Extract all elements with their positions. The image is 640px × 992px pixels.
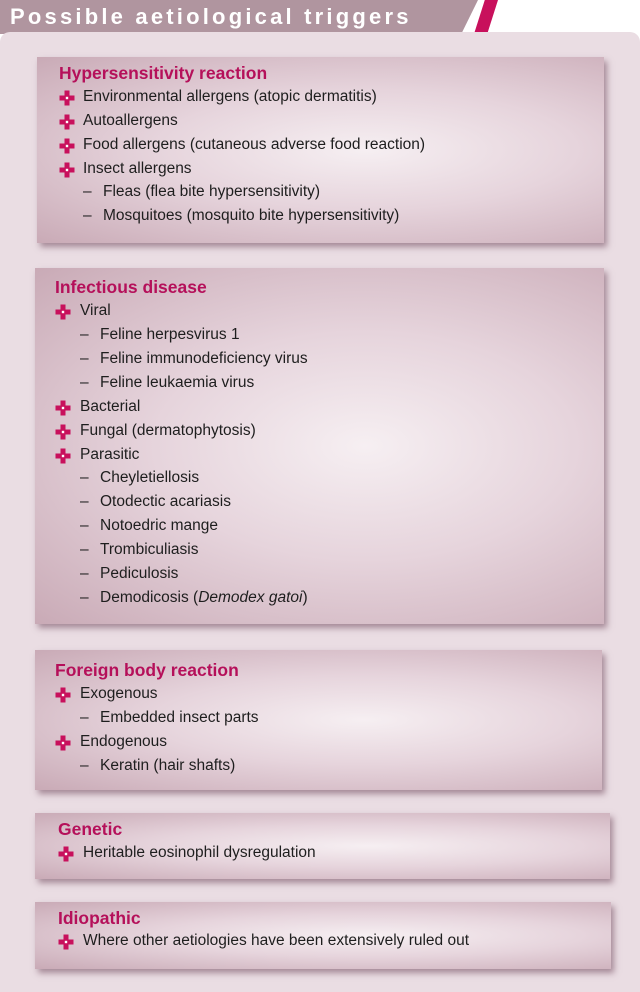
section-title: Genetic: [58, 819, 123, 839]
cross-bullet-icon: [55, 400, 71, 416]
dash-marker: –: [80, 517, 89, 534]
item-text: Demodicosis (: [100, 589, 199, 606]
item-italic-text: Demodex gatoi: [198, 589, 303, 606]
item-text: Embedded insect parts: [100, 709, 259, 726]
page-title: Possible aetiological triggers: [10, 4, 412, 29]
item-text: Otodectic acariasis: [100, 493, 231, 510]
item-text: Food allergens (cutaneous adverse food reaction): [83, 136, 426, 153]
sub-list-item: [80, 374, 254, 392]
item-text: Feline immunodeficiency virus: [100, 350, 308, 367]
cross-bullet-icon: [55, 304, 71, 320]
cross-bullet-icon: [55, 448, 71, 464]
sub-list-item: [80, 493, 231, 511]
cross-bullet-icon: [55, 424, 71, 440]
item-text: Parasitic: [80, 446, 140, 463]
cross-bullet-icon: [59, 138, 75, 154]
sub-list-item: [80, 565, 178, 583]
dash-marker: –: [80, 589, 89, 606]
item-text: Heritable eosinophil dysregulation: [83, 844, 316, 861]
dash-marker: –: [80, 565, 89, 582]
dash-marker: –: [80, 374, 89, 391]
sub-list-item: [80, 469, 199, 487]
dash-marker: –: [80, 493, 89, 510]
dash-marker: –: [80, 541, 89, 558]
section-title: Infectious disease: [55, 277, 207, 297]
list-item: [80, 685, 158, 703]
item-text: Autoallergens: [83, 112, 178, 129]
section-title: Foreign body reaction: [55, 660, 239, 680]
list-item: [83, 160, 192, 178]
dash-marker: –: [83, 183, 92, 200]
dash-marker: –: [80, 757, 89, 774]
list-item: [80, 302, 111, 320]
cross-bullet-icon: [59, 90, 75, 106]
item-text: Mosquitoes (mosquito bite hypersensitivity): [103, 207, 400, 224]
list-item: [83, 932, 469, 950]
sub-list-item: [80, 350, 308, 368]
item-text: Cheyletiellosis: [100, 469, 200, 486]
list-item: [80, 422, 256, 440]
item-text: Viral: [80, 302, 111, 319]
cross-bullet-icon: [59, 114, 75, 130]
item-text: Feline leukaemia virus: [100, 374, 255, 391]
item-text: Endogenous: [80, 733, 168, 750]
list-item: [80, 398, 140, 416]
sub-list-item: [80, 757, 235, 775]
dash-marker: –: [80, 709, 89, 726]
item-text-after: ): [302, 589, 308, 606]
cross-bullet-icon: [58, 846, 74, 862]
dash-marker: –: [80, 350, 89, 367]
cross-bullet-icon: [55, 687, 71, 703]
cross-bullet-icon: [58, 934, 74, 950]
sub-list-item: [83, 207, 399, 225]
sub-list-item: [80, 589, 308, 607]
list-item: [83, 844, 316, 862]
item-text: Pediculosis: [100, 565, 179, 582]
item-text: Environmental allergens (atopic dermatitis): [83, 88, 377, 105]
dash-marker: –: [83, 207, 92, 224]
dash-marker: –: [80, 326, 89, 343]
item-text: Keratin (hair shafts): [100, 757, 236, 774]
sub-list-item: [80, 541, 198, 559]
item-text: Notoedric mange: [100, 517, 219, 534]
sub-list-item: [80, 709, 259, 727]
item-text: Fleas (flea bite hypersensitivity): [103, 183, 321, 200]
item-text: Bacterial: [80, 398, 141, 415]
item-text: Insect allergens: [83, 160, 192, 177]
cross-bullet-icon: [59, 162, 75, 178]
item-text: Exogenous: [80, 685, 158, 702]
sub-list-item: [80, 326, 240, 344]
item-text: Where other aetiologies have been extensively ruled out: [83, 932, 470, 949]
section-title: Idiopathic: [58, 908, 141, 928]
list-item: [80, 733, 167, 751]
sub-list-item: [80, 517, 218, 535]
dash-marker: –: [80, 469, 89, 486]
item-text: Fungal (dermatophytosis): [80, 422, 256, 439]
list-item: [80, 446, 139, 464]
item-text: Trombiculiasis: [100, 541, 199, 558]
section-title: Hypersensitivity reaction: [59, 63, 268, 83]
list-item: [83, 88, 377, 106]
list-item: [83, 112, 178, 130]
header-accent-stripe: [474, 0, 498, 34]
list-item: [83, 136, 425, 154]
sub-list-item: [83, 183, 320, 201]
cross-bullet-icon: [55, 735, 71, 751]
item-text: Feline herpesvirus 1: [100, 326, 240, 343]
